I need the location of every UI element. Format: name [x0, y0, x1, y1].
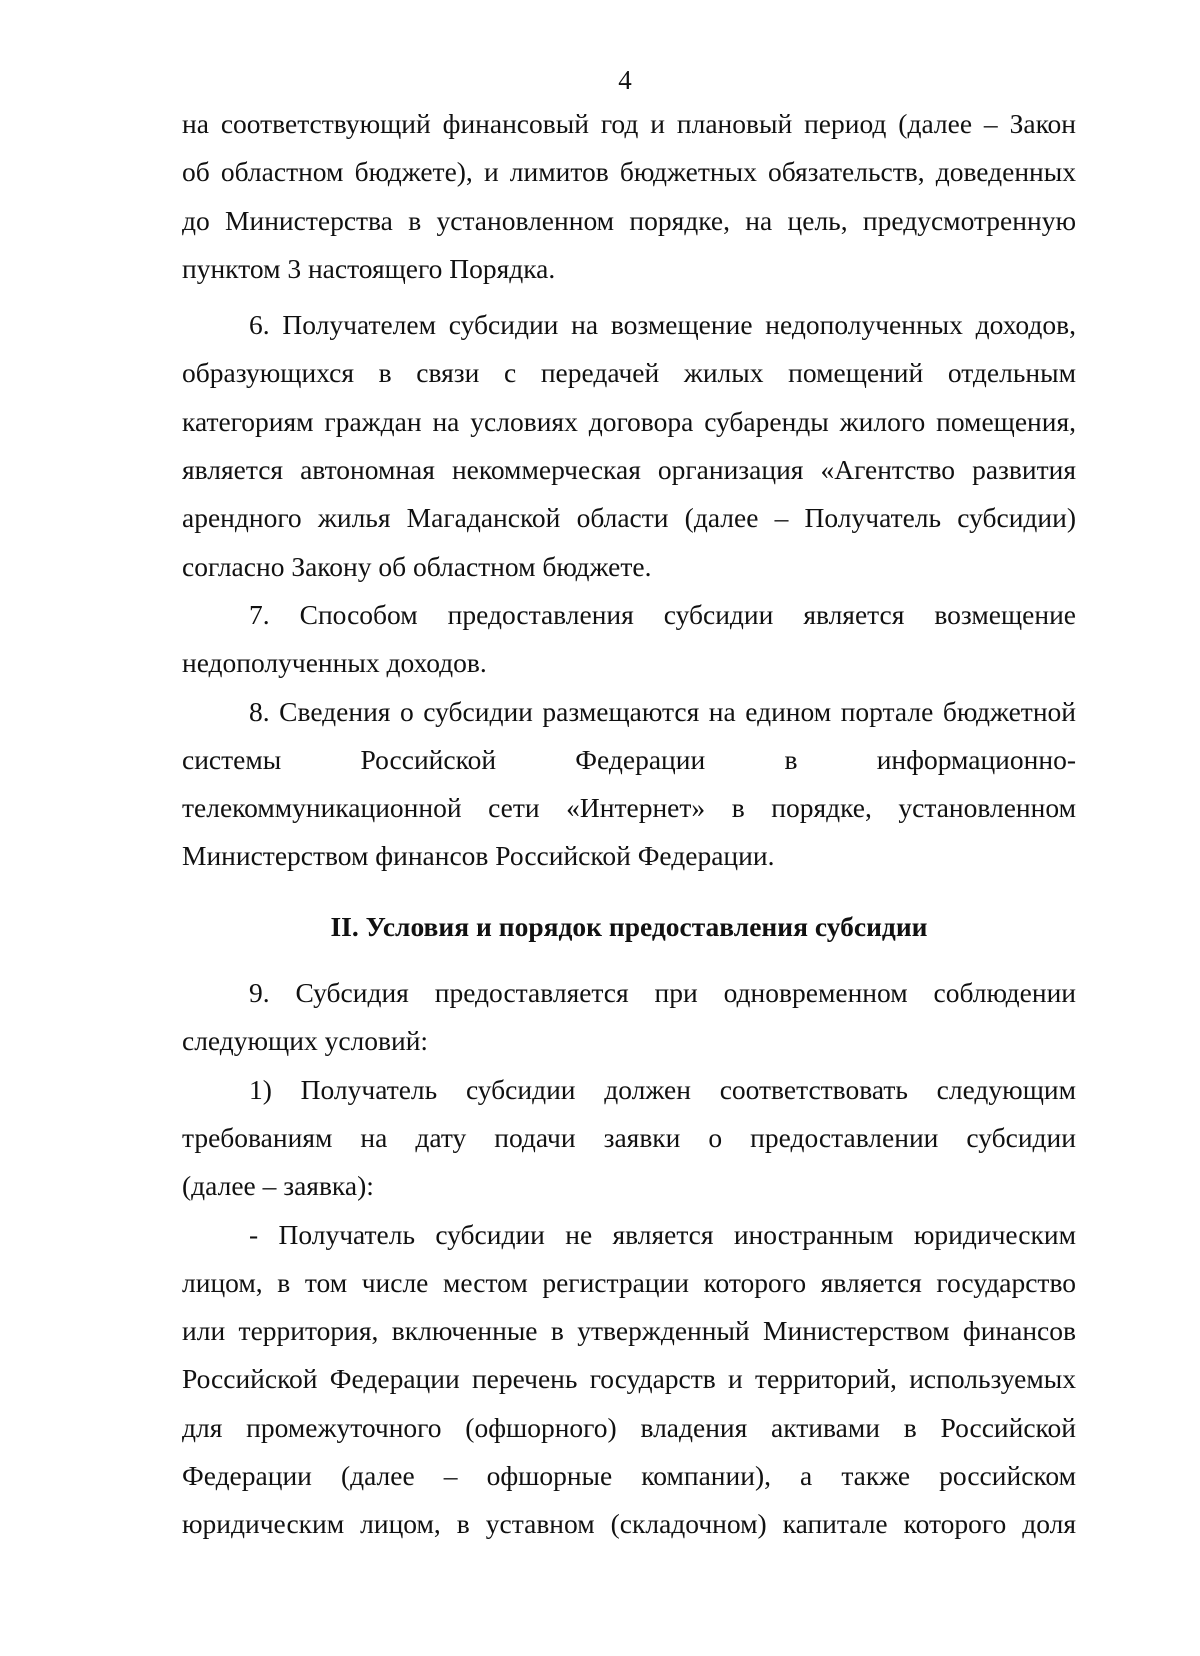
text-line: недополученных доходов.	[182, 647, 487, 679]
paragraph-6	[182, 301, 1076, 591]
text-line: 9. Субсидия предоставляется при одновременном соблюдении	[249, 977, 1076, 1009]
text-line: Федерации (далее – офшорные компании), а также российском	[182, 1460, 1076, 1492]
text-line: 1) Получатель субсидии должен соответствовать следующим	[249, 1073, 1076, 1105]
text-line: 8. Сведения о субсидии размещаются на едином портале бюджетной	[249, 695, 1076, 727]
text-line: Министерством финансов Российской Федерации.	[182, 840, 775, 872]
text-line: 7. Способом предоставления субсидии является возмещение	[249, 598, 1076, 630]
text-line: или территория, включенные в утвержденный Министерством финансов	[182, 1315, 1076, 1347]
text-line: для промежуточного (офшорного) владения активами в Российской	[182, 1411, 1076, 1443]
text-line: образующихся в связи с передачей жилых помещений отдельным	[182, 357, 1076, 389]
text-line: Российской Федерации перечень государств и территорий, используемых	[182, 1363, 1076, 1395]
page-number: 4	[618, 65, 632, 95]
text-line: категориям граждан на условиях договора субаренды жилого помещения,	[182, 405, 1076, 437]
paragraph-9-item-1	[182, 1066, 1076, 1211]
text-line: телекоммуникационной сети «Интернет» в порядке, установленном	[182, 792, 1076, 824]
paragraph-8	[182, 688, 1076, 881]
text-line: юридическим лицом, в уставном (складочном) капитале которого доля	[182, 1508, 1076, 1540]
text-line: (далее – заявка):	[182, 1170, 374, 1202]
paragraph-9	[182, 969, 1076, 1066]
text-line: на соответствующий финансовый год и плановый период (далее – Закон	[182, 108, 1076, 139]
text-line: 6. Получателем субсидии на возмещение недополученных доходов,	[249, 309, 1076, 341]
text-line: следующих условий:	[182, 1025, 429, 1057]
paragraph-7	[182, 591, 1076, 688]
text-line: пунктом 3 настоящего Порядка.	[182, 252, 556, 284]
text-line: является автономная некоммерческая организация «Агентство развития	[182, 454, 1076, 486]
text-line: до Министерства в установленном порядке, на цель, предусмотренную	[182, 204, 1076, 236]
document-body	[182, 100, 1076, 1549]
section-heading: II. Условия и порядок предоставления субсидии	[330, 910, 928, 942]
text-line: лицом, в том числе местом регистрации которого является государство	[182, 1266, 1076, 1298]
text-line: согласно Закону об областном бюджете.	[182, 550, 652, 582]
paragraph-5-continuation	[182, 100, 1076, 293]
text-line: - Получатель субсидии не является иностранным юридическим	[249, 1218, 1076, 1250]
paragraph-9-item-1-dash	[182, 1211, 1076, 1549]
text-line: системы Российской Федерации в информационно-	[182, 743, 1076, 775]
text-line: требованиям на дату подачи заявки о предоставлении субсидии	[182, 1121, 1076, 1153]
text-line: об областном бюджете), и лимитов бюджетных обязательств, доведенных	[182, 156, 1076, 188]
text-line: арендного жилья Магаданской области (далее – Получатель субсидии)	[182, 502, 1076, 534]
